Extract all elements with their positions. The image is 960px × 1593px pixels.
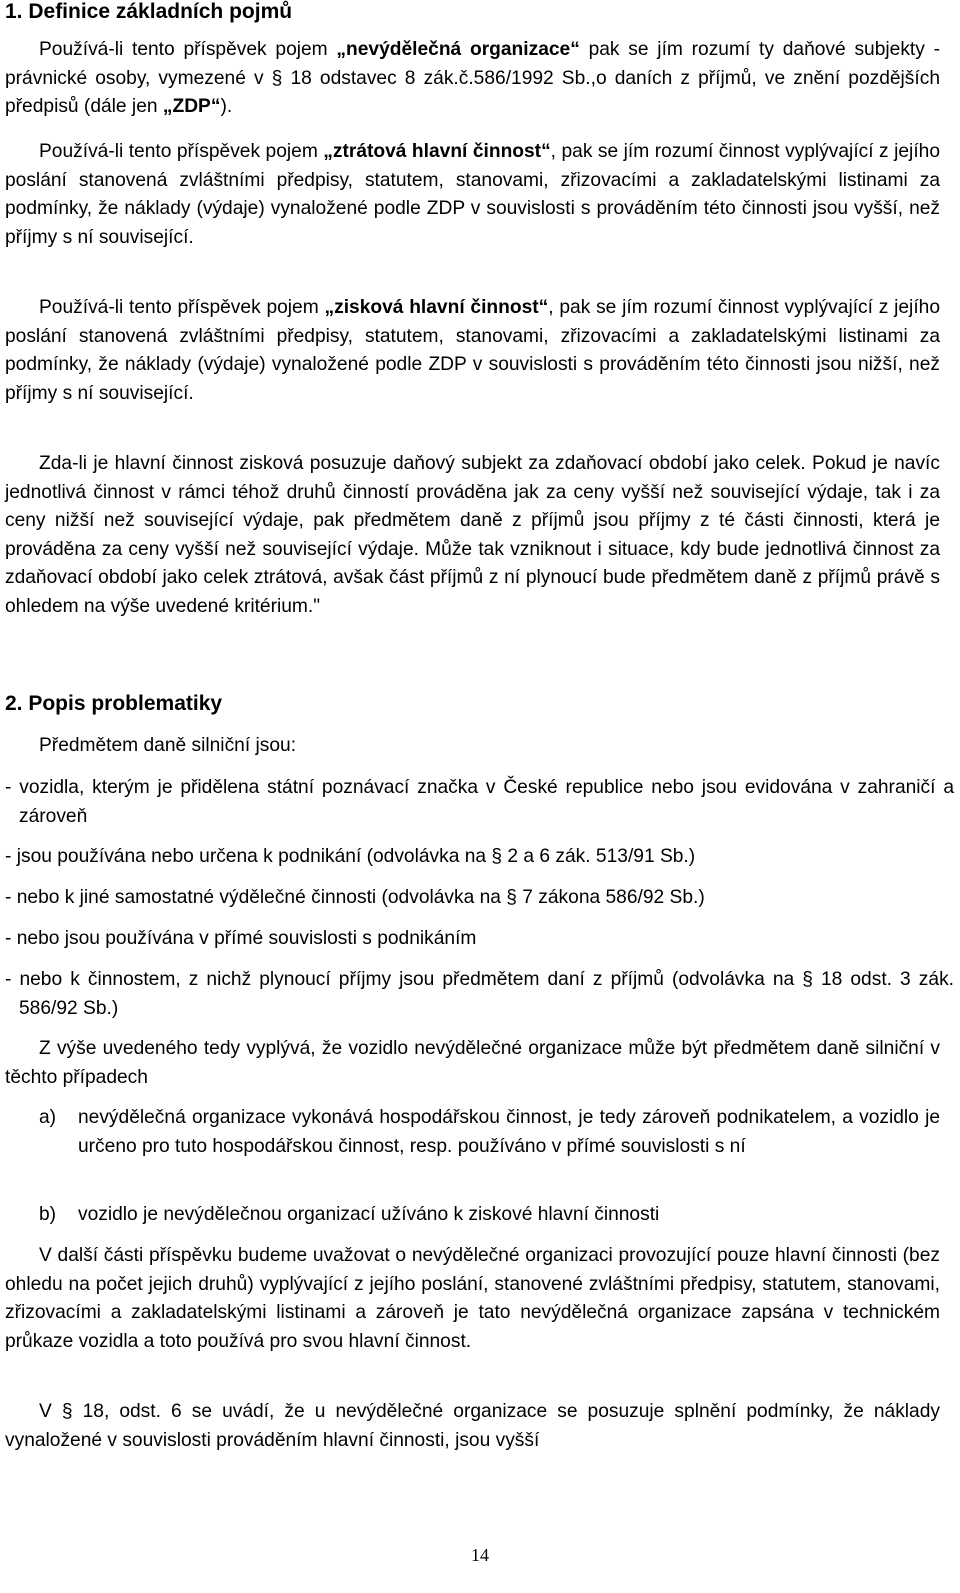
dash-item: - nebo jsou používána v přímé souvislosti s podnikáním <box>5 928 477 949</box>
definition-ztratova: Používá-li tento příspěvek pojem „ztrátová hlavní činnost“, pak se jím rozumí činnost vyplývající z jejího poslání stanovená zvláštními předpisy, statutem, stanovami, zřizovacími a zakladatelskými listinami za podmínky, že náklady (výdaje) vynaložené podle ZDP v souvislosti s prováděním této činnosti jsou vyšší, než příjmy s ní související. <box>5 141 940 248</box>
term-nevydelecna: „nevýdělečná organizace“ <box>336 39 580 60</box>
dash-item: - nebo k činnostem, z nichž plynoucí příjmy jsou předmětem daní z příjmů (odvolávka na § 18 odst. 3 zák. 586/92 Sb.) <box>5 969 954 1019</box>
dash-item: - jsou používána nebo určena k podnikání (odvolávka na § 2 a 6 zák. 513/91 Sb.) <box>5 846 696 867</box>
term-ztratova: „ztrátová hlavní činnost“ <box>323 141 551 162</box>
dash-item: - nebo k jiné samostatné výdělečné činnosti (odvolávka na § 7 zákona 586/92 Sb.) <box>5 887 705 908</box>
section-1-heading: 1. Definice základních pojmů <box>5 0 293 23</box>
section-2-heading: 2. Popis problematiky <box>5 692 223 715</box>
term-ziskova: „zisková hlavní činnost“ <box>324 297 549 318</box>
alpha-item-text: vozidlo je nevýdělečnou organizací užíváno k ziskové hlavní činnosti <box>78 1204 660 1225</box>
alpha-item-text: nevýdělečná organizace vykonává hospodářskou činnost, je tedy zároveň podnikatelem, a vozidlo je určeno pro tuto hospodářskou činnost, resp. používáno v přímé souvislosti s ní <box>78 1107 940 1157</box>
dash-item: - vozidla, kterým je přidělena státní poznávací značka v České republice nebo jsou evidována v zahraničí a zároveň <box>5 777 954 827</box>
page-number: 14 <box>471 1545 489 1565</box>
alpha-item-label: b) <box>39 1204 57 1225</box>
paragraph-paragraf-18: V § 18, odst. 6 se uvádí, že u nevýdělečné organizace se posuzuje splnění podmínky, že náklady vynaložené v souvislosti prováděním hlavní činnosti, jsou vyšší <box>5 1401 940 1451</box>
alpha-item-label: a) <box>39 1107 57 1128</box>
paragraph-dalsi-cast: V další části příspěvku budeme uvažovat o nevýdělečné organizaci provozující pouze hlavní činnosti (bez ohledu na počet jejich druhů) vyplývající z jejího poslání, stanovené zvláštními předpisy, statutem, stanovami, zřizovacími a zakladatelskými listinami a zároveň je tato nevýdělečná organizace zapsána v technickém průkaze vozidla a toto používá pro svou hlavní činnost. <box>5 1245 940 1352</box>
paragraph-conclusion: Z výše uvedeného tedy vyplývá, že vozidlo nevýdělečné organizace může být předmětem daně silniční v těchto případech <box>5 1038 940 1088</box>
paragraph-zdali: Zda-li je hlavní činnost zisková posuzuje daňový subjekt za zdaňovací období jako celek. Pokud je navíc jednotlivá činnost v rámci téhož druhů činností prováděna jak za ceny vyšší než související výdaje, tak i za ceny nižší než související výdaje, pak předmětem daně z příjmů jsou příjmy z té části činnosti, která je prováděna za ceny vyšší než související výdaje. Může tak vzniknout i situace, kdy bude jednotlivá činnost za zdaňovací období jako celek ztrátová, avšak část příjmů z ní plynoucí bude předmětem daně z příjmů právě s ohledem na výše uvedené kritérium." <box>5 453 940 617</box>
definition-ziskova: Používá-li tento příspěvek pojem „zisková hlavní činnost“, pak se jím rozumí činnost vyplývající z jejího poslání stanovená zvláštními předpisy, statutem, stanovami, zřizovacími a zakladatelskými listinami za podmínky, že náklady (výdaje) vynaložené podle ZDP v souvislosti s prováděním této činnosti jsou nižší, než příjmy s ní související. <box>5 297 940 404</box>
definition-nevydelecna: Používá-li tento příspěvek pojem „nevýdělečná organizace“ pak se jím rozumí ty daňové subjekty - právnické osoby, vymezené v § 18 odstavec 8 zák.č.586/1992 Sb.,o daních z příjmů, ve znění pozdějších předpisů (dále jen „ZDP“). <box>5 39 940 118</box>
term-zdp: „ZDP“ <box>162 96 221 118</box>
paragraph-predmet: Předmětem daně silniční jsou: <box>39 735 297 756</box>
